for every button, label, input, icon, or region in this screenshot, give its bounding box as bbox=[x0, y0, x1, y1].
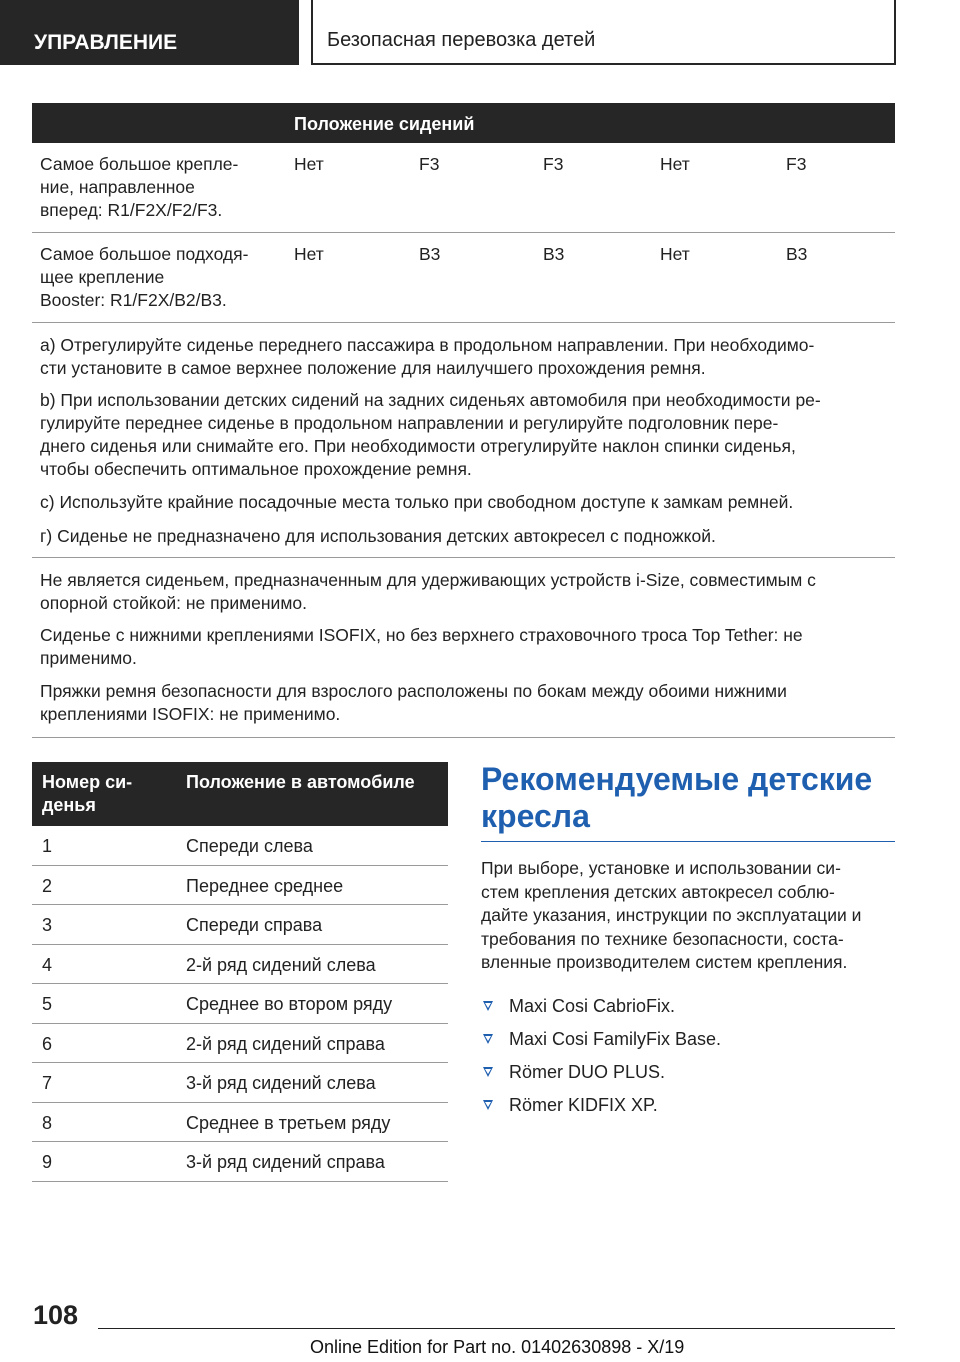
remark-buckles: Пряжки ремня безопасности для взрослого расположены по бокам между обоими нижними креплениями ISOFIX: не применимо. bbox=[40, 681, 787, 724]
seat-position: 3-й ряд сидений справа bbox=[186, 1152, 385, 1172]
footnotes bbox=[32, 323, 895, 558]
cell-value: Нет bbox=[294, 154, 324, 174]
triangle-bullet-icon bbox=[483, 1100, 493, 1110]
seat-number: 1 bbox=[42, 836, 53, 856]
footnote-d: г) Сиденье не предназначено для использования детских автокресел с подножкой. bbox=[40, 526, 716, 546]
cell-value: Нет bbox=[660, 244, 690, 264]
cell-value: B3 bbox=[543, 244, 565, 264]
seat-position: Спереди справа bbox=[186, 915, 323, 935]
seat-position: Спереди слева bbox=[186, 836, 313, 856]
footnote-b: b) При использовании детских сидений на задних сиденьях автомобиля при необходимости ре- гулируйте переднее сиденье в продольном направлении и регулируйте подголовник пере- днего сиденья или снимайте его. При необходимости отрегулируйте наклон спинки сиденья, чтобы обеспечить оптимальное прохождение ремня. bbox=[40, 390, 821, 479]
cell-value: B3 bbox=[786, 244, 808, 264]
page-number: 108 bbox=[33, 1300, 79, 1330]
table-row bbox=[32, 826, 448, 866]
seat-position: 2-й ряд сидений слева bbox=[186, 954, 376, 975]
cell-value: Нет bbox=[294, 244, 324, 264]
seat-number: 7 bbox=[42, 1073, 53, 1093]
seat-position: 3-й ряд сидений слева bbox=[186, 1073, 376, 1093]
remark-isofix: Сиденье с нижними креплениями ISOFIX, но без верхнего страховочного троса Top Tether: не применимо. bbox=[40, 625, 803, 668]
remark-isize: Не является сиденьем, предназначенным для удерживающих устройств i-Size, совместимым с опорной стойкой: не применимо. bbox=[40, 570, 816, 613]
table-row bbox=[32, 905, 448, 945]
chapter-title: Безопасная перевозка детей bbox=[311, 0, 896, 65]
triangle-bullet-icon bbox=[483, 1034, 493, 1044]
triangle-bullet-icon bbox=[483, 1067, 493, 1077]
section-tab: УПРАВЛЕНИЕ bbox=[0, 0, 299, 65]
cell-value: F3 bbox=[786, 154, 807, 174]
intro-paragraph: При выборе, установке и использовании си- стем крепления детских автокресел соблю- дайте указания, инструкции по эксплуатации и требования по технике безопасности, соста- вленные производителем систем крепления. bbox=[481, 858, 862, 972]
heading-rule bbox=[481, 841, 895, 842]
cell-value: B3 bbox=[419, 244, 441, 264]
table-row bbox=[32, 1142, 448, 1182]
table-row bbox=[32, 1063, 448, 1103]
seat-number: 8 bbox=[42, 1112, 53, 1133]
footnote-c: с) Используйте крайние посадочные места только при свободном доступе к замкам ремней. bbox=[40, 492, 794, 512]
table-row bbox=[32, 984, 448, 1024]
seat-number: 9 bbox=[42, 1152, 53, 1172]
column-header-number: Номер си- денья bbox=[42, 772, 133, 815]
footnote-a: а) Отрегулируйте сиденье переднего пассажира в продольном направлении. При необходимо- сти установите в самое верхнее положение для наилучшего прохождения ремня. bbox=[40, 335, 815, 378]
cell-value: F3 bbox=[543, 154, 564, 174]
seat-number: 6 bbox=[42, 1033, 53, 1054]
cell-value: Нет bbox=[660, 154, 690, 174]
remarks bbox=[32, 558, 895, 738]
column-header-position: Положение в автомобиле bbox=[186, 772, 415, 792]
seat-number: 2 bbox=[42, 875, 53, 896]
table-row bbox=[32, 1024, 448, 1064]
seat-number: 3 bbox=[42, 915, 53, 935]
seat-number: 4 bbox=[42, 954, 53, 975]
cell-value: F3 bbox=[419, 154, 440, 174]
seat-table-heading: Положение сидений bbox=[32, 103, 895, 143]
row-label: Самое большое подходя- щее крепление Booster: R1/F2X/B2/B3. bbox=[40, 244, 249, 310]
table-row bbox=[32, 233, 895, 323]
seat-position: Среднее во втором ряду bbox=[186, 994, 393, 1014]
position-table-header bbox=[32, 762, 448, 826]
triangle-bullet-icon bbox=[483, 1001, 493, 1011]
edition-note: Online Edition for Part no. 01402630898 - X/19 bbox=[310, 1337, 685, 1357]
seat-position: Среднее в третьем ряду bbox=[186, 1112, 391, 1133]
table-row bbox=[32, 866, 448, 906]
section-heading: Рекомендуемые детские кресла bbox=[481, 761, 873, 834]
table-row bbox=[32, 945, 448, 985]
footer-rule bbox=[98, 1328, 895, 1329]
table-row bbox=[32, 143, 895, 233]
seat-number: 5 bbox=[42, 994, 53, 1014]
table-row bbox=[32, 1103, 448, 1143]
seat-position: Переднее среднее bbox=[186, 875, 344, 896]
row-label: Самое большое крепле- ние, направленное вперед: R1/F2X/F2/F3. bbox=[40, 154, 239, 220]
seat-position: 2-й ряд сидений справа bbox=[186, 1033, 385, 1054]
